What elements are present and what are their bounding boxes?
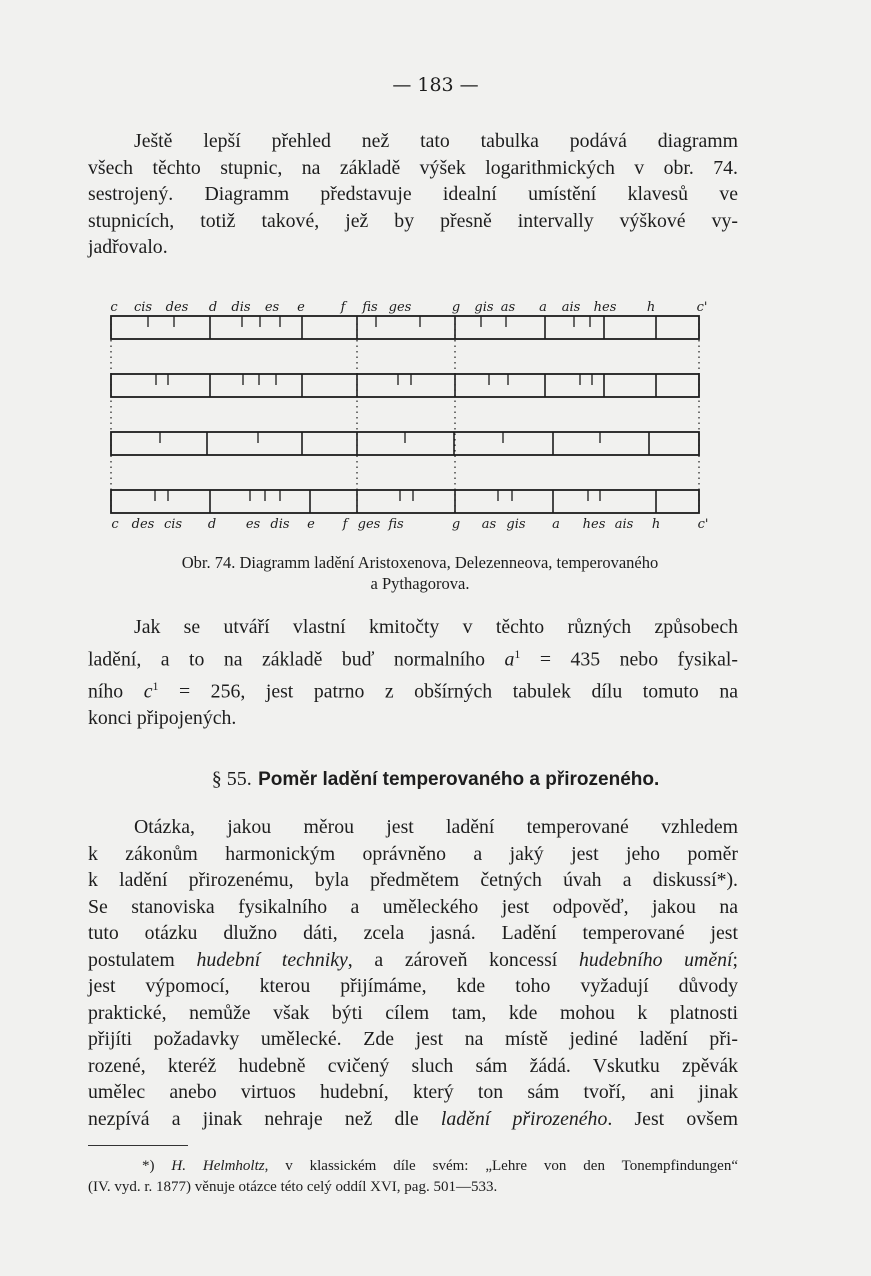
text-line: přijíti požadavky umělecké. Zde jest na místě jediné ladění při- (88, 1028, 738, 1050)
text-line: stupnicích, totiž takové, jež by přesně intervally výškové vy- (88, 209, 738, 232)
note-label-bottom: g (451, 517, 461, 532)
text-span: , v klassickém díle svém: „Lehre von den Tonempfindungen“ (264, 1158, 738, 1174)
note-label-top: hes (593, 300, 617, 315)
note-label-bottom: as (481, 517, 497, 532)
note-label-bottom: gis (506, 517, 526, 532)
note-label-bottom: f (342, 517, 348, 532)
note-label-top: e (297, 300, 305, 315)
diagram-dotted-guides (111, 318, 699, 512)
superscript: 1 (152, 678, 159, 693)
text-span: postulatem (88, 948, 197, 971)
note-label-top: g (451, 300, 461, 315)
note-label-top: c (110, 300, 118, 315)
note-label-top: d (208, 300, 218, 315)
text-line: rozené, kteréž hudebně cvičený sluch sám žádá. Vskutku zpěvák (88, 1054, 738, 1077)
note-label-bottom: cis (163, 517, 183, 532)
text-span: = 435 nebo fysikal- (520, 648, 738, 671)
text-span: = 256, jest patrno z obšírných tabulek dílu tomuto na (158, 680, 738, 703)
text-line: praktické, nemůže však býti cílem tam, kde mohou k platnosti (88, 1001, 738, 1024)
diagram-row (111, 374, 699, 397)
footnote-rule (88, 1145, 188, 1146)
note-label-top: fis (362, 300, 378, 315)
text-line: Otázka, jakou měrou jest ladění temperované vzhledem (134, 816, 738, 838)
note-label-top: ges (388, 300, 412, 315)
text-line: tuto otázku dlužno dáti, zcela jasná. Ladění temperované jest (88, 922, 738, 944)
text-line (88, 947, 738, 974)
text-line (88, 1106, 738, 1133)
section-title: Poměr ladění temperovaného a přirozeného. (258, 769, 660, 790)
text-span: . Jest ovšem (607, 1107, 738, 1130)
text-line: konci připojených. (88, 706, 237, 729)
footnote-line (88, 1156, 738, 1177)
note-label-bottom: ges (357, 517, 381, 532)
note-label-top: dis (231, 300, 251, 315)
note-label-bottom: es (245, 517, 261, 532)
symbol-a: a (504, 648, 515, 671)
text-line: jest výpomocí, kterou přijímáme, kde toho vyžadují důvody (88, 975, 738, 997)
figure-caption (120, 552, 720, 594)
text-line: Ještě lepší přehled než tato tabulka podává diagramm (134, 130, 738, 152)
paragraph-question (88, 814, 738, 1132)
note-label-bottom: d (207, 517, 217, 532)
section-number: § 55. (211, 768, 252, 790)
emphasis: hudební techniky (196, 948, 348, 971)
symbol-c: c (143, 680, 153, 703)
note-label-bottom: a (552, 517, 560, 532)
caption-line: Obr. 74. Diagramm ladění Aristoxenova, Delezenneova, temperovaného (181, 553, 659, 572)
emphasis: hudebního umění (578, 948, 733, 971)
note-label-top: h (646, 300, 656, 315)
note-label-bottom: ais (614, 517, 634, 532)
footnote-author: H. Helmholtz (171, 1158, 265, 1174)
text-span: , a zároveň koncessí (347, 948, 579, 971)
note-label-bottom: dis (270, 517, 290, 532)
text-line: všech těchto stupnic, na základě výšek logarithmických v obr. 74. (88, 156, 738, 179)
diagram-row (111, 316, 699, 339)
diagram-rows (111, 316, 699, 513)
text-span: ního (88, 680, 144, 703)
note-label-bottom: e (307, 517, 315, 532)
note-label-top: a (539, 300, 547, 315)
tuning-diagram (0, 0, 871, 560)
footnote-marker: *) (142, 1158, 155, 1174)
diagram-bottom-labels (111, 517, 708, 532)
text-line: umělec anebo virtuos hudební, který ton sám tvoří, ani jinak (88, 1081, 738, 1103)
text-line (88, 673, 738, 705)
footnote (88, 1156, 738, 1198)
text-line: Jak se utváří vlastní kmitočty v těchto různých způsobech (134, 616, 738, 638)
text-line: jadřovalo. (88, 236, 168, 258)
section-heading (0, 766, 871, 791)
text-span: nezpívá a jinak nehraje než dle (88, 1107, 441, 1130)
text-line: k zákonům harmonickým oprávněno a jaký jest jeho poměr (88, 842, 738, 865)
note-label-bottom: c (111, 517, 119, 532)
note-label-bottom: c' (697, 517, 709, 532)
note-label-top: cis (133, 300, 153, 315)
text-line: Se stanoviska fysikalního a uměleckého jest odpověď, jakou na (88, 895, 738, 918)
note-label-top: es (264, 300, 280, 315)
paragraph-frequencies (88, 614, 738, 731)
footnote-line: (IV. vyd. r. 1877) věnuje otázce této celý oddíl XVI, pag. 501—533. (88, 1179, 498, 1195)
note-label-bottom: fis (388, 517, 404, 532)
page-number: — 183 — (392, 74, 479, 96)
note-label-top: as (500, 300, 516, 315)
text-line (88, 641, 738, 673)
note-label-bottom: des (131, 517, 155, 532)
text-span: ladění, a to na základě buď normalního (88, 648, 505, 671)
note-label-bottom: h (651, 517, 661, 532)
note-label-top: des (165, 300, 189, 315)
diagram-top-labels (110, 300, 707, 315)
emphasis: ladění přirozeného (440, 1107, 608, 1130)
note-label-top: ais (561, 300, 581, 315)
text-line: sestrojený. Diagramm představuje idealní umístění klavesů ve (88, 183, 738, 205)
text-line: k ladění přirozenému, byla předmětem četných úvah a diskussí*). (88, 869, 738, 891)
note-label-top: c' (696, 300, 708, 315)
text-span: ; (732, 948, 738, 971)
superscript: 1 (514, 646, 521, 661)
note-label-top: f (340, 300, 346, 315)
note-label-bottom: hes (582, 517, 606, 532)
note-label-top: gis (474, 300, 494, 315)
caption-line: a Pythagorova. (370, 574, 470, 593)
diagram-row (111, 490, 699, 513)
